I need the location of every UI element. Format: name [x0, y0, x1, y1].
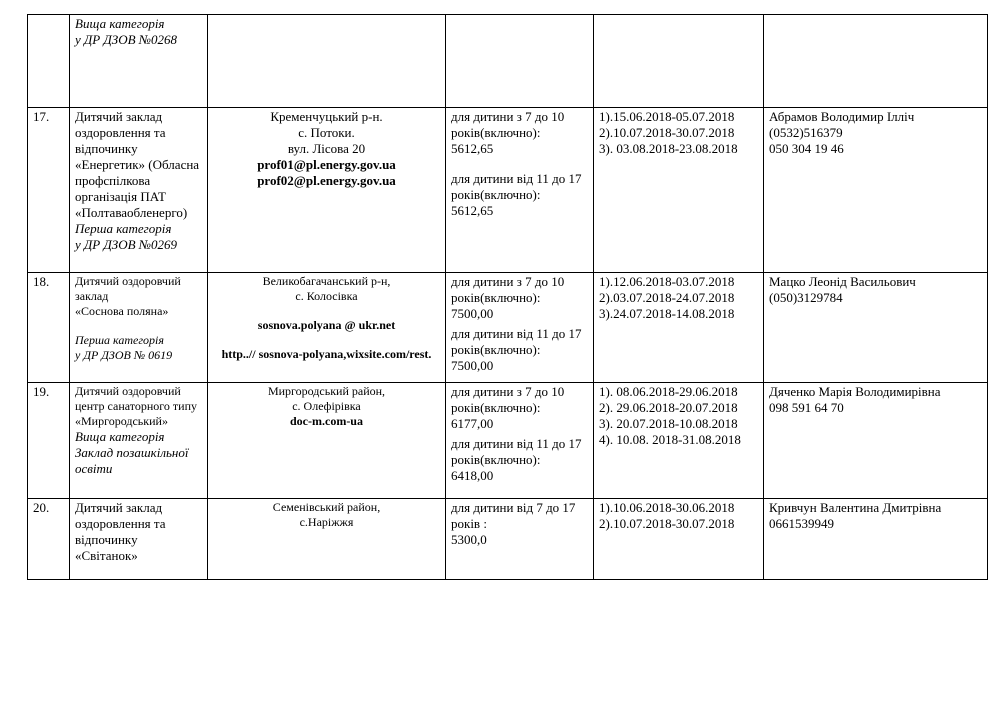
- price-text: для дитини від 11 до 17 років(включно): 6418,00: [451, 436, 582, 483]
- table-row: [28, 383, 988, 499]
- email-link[interactable]: prof02@pl.energy.gov.ua: [257, 173, 396, 188]
- institution-name: Дитячий оздоровчий заклад «Соснова поляна»: [75, 274, 181, 318]
- website-link[interactable]: http..// sosnova-polyana,wixsite.com/rest.: [221, 347, 432, 361]
- address-text: Великобагачанський р-н, с. Колосівка: [262, 274, 391, 303]
- dates-cell: [594, 499, 764, 580]
- price-text: для дитини з 7 до 10 років(включно): 7500,00: [451, 274, 565, 321]
- dates-cell: [594, 15, 764, 108]
- institution-name: Дитячий заклад оздоровлення та відпочинку «Світанок»: [75, 500, 166, 563]
- num-cell: 18.: [28, 273, 70, 383]
- dates-cell: [594, 108, 764, 273]
- contact-text: Мацко Леонід Васильович (050)3129784: [769, 274, 916, 305]
- website-link[interactable]: doc-m.com-ua: [290, 414, 363, 428]
- address-cell: [208, 15, 446, 108]
- institution-name: Дитячий оздоровчий центр санаторного типу «Миргородський»: [75, 384, 198, 428]
- dates-cell: [594, 383, 764, 499]
- num-cell: [28, 15, 70, 108]
- contact-cell: [764, 499, 988, 580]
- price-text: для дитини з 7 до 10 років(включно): 6177,00: [451, 384, 565, 431]
- contact-cell: [764, 273, 988, 383]
- category-text: Перша категорія у ДР ДЗОВ № 0619: [75, 333, 173, 362]
- category-text: Перша категорія у ДР ДЗОВ №0269: [75, 221, 178, 252]
- contact-cell: [764, 383, 988, 499]
- name-cell: [70, 15, 208, 108]
- address-cell: [208, 383, 446, 499]
- contact-text: Дяченко Марія Володимирівна 098 591 64 70: [769, 384, 941, 415]
- dates-text: 1). 08.06.2018-29.06.2018 2). 29.06.2018-20.07.2018 3). 20.07.2018-10.08.2018 4). 10.08. 2018-31.08.2018: [599, 384, 741, 447]
- contact-cell: [764, 15, 988, 108]
- num-cell: 17.: [28, 108, 70, 273]
- camps-table: [27, 14, 988, 580]
- dates-text: 1).12.06.2018-03.07.2018 2).03.07.2018-24.07.2018 3).24.07.2018-14.08.2018: [599, 274, 735, 321]
- email-link[interactable]: sosnova.polyana @ ukr.net: [257, 318, 396, 332]
- address-cell: [208, 108, 446, 273]
- price-text: для дитини від 11 до 17 років(включно): 5612,65: [451, 171, 582, 218]
- price-cell: [446, 15, 594, 108]
- price-cell: [446, 383, 594, 499]
- price-text: для дитини від 7 до 17 років : 5300,0: [451, 500, 576, 547]
- contact-text: Абрамов Володимир Ілліч (0532)516379 050 304 19 46: [769, 109, 915, 156]
- price-text: для дитини з 7 до 10 років(включно): 5612,65: [451, 109, 565, 156]
- price-cell: [446, 108, 594, 273]
- table-row: [28, 499, 988, 580]
- category-text: Вища категорія у ДР ДЗОВ №0268: [75, 16, 178, 47]
- num-cell: 19.: [28, 383, 70, 499]
- dates-cell: [594, 273, 764, 383]
- address-text: Миргородський район, с. Олефірівка: [267, 384, 386, 413]
- name-cell: [70, 499, 208, 580]
- address-text: Кременчуцький р-н. с. Потоки. вул. Лісова 20: [270, 109, 383, 156]
- address-cell: [208, 499, 446, 580]
- num-cell: 20.: [28, 499, 70, 580]
- dates-text: 1).10.06.2018-30.06.2018 2).10.07.2018-30.07.2018: [599, 500, 735, 531]
- category-text: Вища категорія Заклад позашкільної освіти: [75, 429, 189, 476]
- contact-text: Кривчун Валентина Дмитрівна 0661539949: [769, 500, 942, 531]
- address-text: Семенівський район, с.Наріжжя: [272, 500, 381, 529]
- contact-cell: [764, 108, 988, 273]
- price-cell: [446, 499, 594, 580]
- price-cell: [446, 273, 594, 383]
- name-cell: [70, 108, 208, 273]
- price-text: для дитини від 11 до 17 років(включно): 7500,00: [451, 326, 582, 373]
- dates-text: 1).15.06.2018-05.07.2018 2).10.07.2018-30.07.2018 3). 03.08.2018-23.08.2018: [599, 109, 738, 156]
- email-link[interactable]: prof01@pl.energy.gov.ua: [257, 157, 396, 172]
- table-row: [28, 15, 988, 108]
- table-row: [28, 108, 988, 273]
- institution-name: Дитячий заклад оздоровлення та відпочинку «Енергетик» (Обласна профспілкова організація ПАТ «Полтаваобленерго): [75, 109, 200, 220]
- name-cell: [70, 273, 208, 383]
- address-cell: [208, 273, 446, 383]
- name-cell: [70, 383, 208, 499]
- table-row: [28, 273, 988, 383]
